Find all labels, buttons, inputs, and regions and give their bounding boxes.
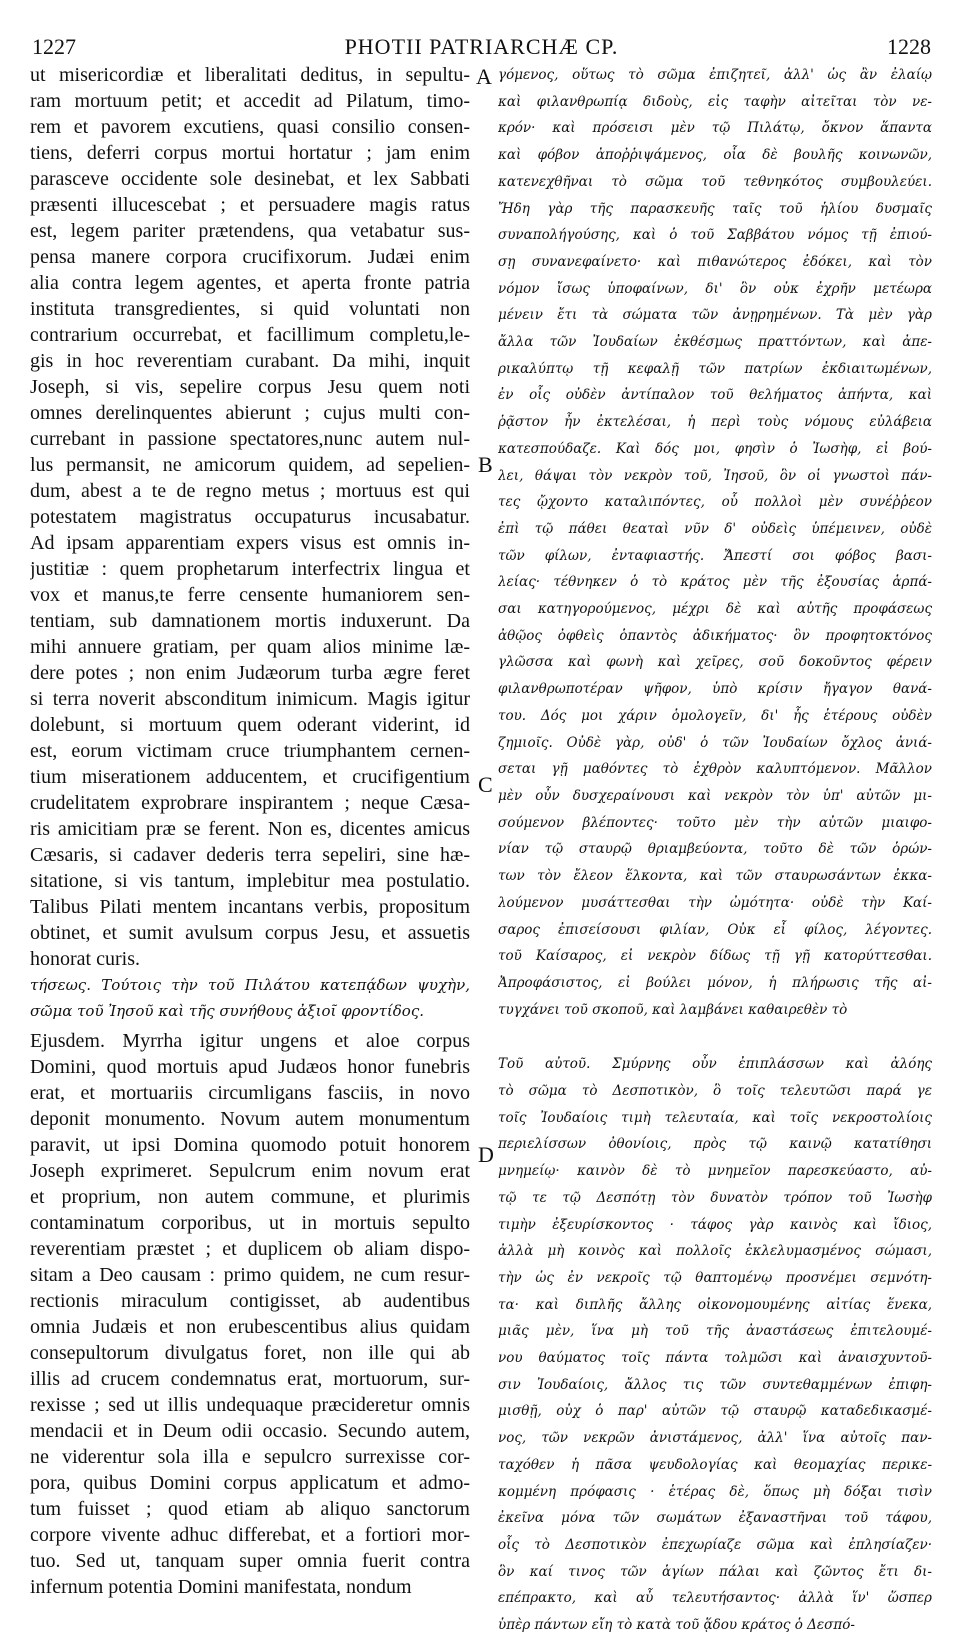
text-line: illis ad crucem condemnatus erat, mortuorum, sur- bbox=[30, 1368, 470, 1390]
text-line: ris amicitiam præ se ferent. Non es, dicentes amicus bbox=[30, 818, 470, 840]
text-line: κομμένη πρόφασις · ἑτέρας δὲ, ὅπως μὴ δόξαι τισὶν bbox=[498, 1483, 932, 1500]
text-line: contaminatum corporibus, ut in mortuis sepulto bbox=[30, 1212, 470, 1234]
text-line: mendacii et in Deum odii occasio. Secundo autem, bbox=[30, 1420, 470, 1442]
text-line: νου θαύματος τοῖς πάντα τολμῶσι καὶ ἀναισχυντοῦ- bbox=[498, 1350, 932, 1367]
text-line: νος, τῶν νεκρῶν ἀνιστάμενος, ἀλλ' ἵνα αὐτοῖς παν- bbox=[498, 1430, 932, 1447]
text-line: dum, abest a te de regno metus ; mortuus est qui bbox=[30, 480, 470, 502]
text-line: Ἤδη γὰρ τῆς παρασκευῆς ταῖς τοῦ ἡλίου δυσμαῖς bbox=[498, 200, 932, 217]
text-line: φιλανθρωποτέραν ψῆφον, ὑπὸ κρίσιν ἤγαγον θανά- bbox=[498, 681, 932, 698]
text-line: honorat curis. bbox=[30, 948, 140, 970]
text-line: rem et pavorem excutiens, quasi consilio consen- bbox=[30, 116, 470, 138]
text-line: Cæsaris, si cadaver dederis terra sepeliri, sine hæ- bbox=[30, 844, 470, 866]
text-line: ἀλλὰ μὴ κοινὸς καὶ πολλοῖς ἐκλελυμασμένος σώμασι, bbox=[498, 1243, 932, 1260]
text-line: ἐν οἷς οὐδὲν ἀντίπαλον τοῦ θελήματος ἀπήντα, καὶ bbox=[498, 387, 932, 404]
text-line: omnia Judæis et non erubescentibus alius quidam bbox=[30, 1316, 470, 1338]
text-line: rectionis miraculum contigisset, ab audentibus bbox=[30, 1290, 470, 1312]
text-line: ταχόθεν ἡ πᾶσα ψευδολογίας καὶ θεομαχίας περικε- bbox=[498, 1456, 932, 1473]
text-line: est, legem pariter prætendens, qua vetabatur sus- bbox=[30, 220, 470, 242]
text-line: Ad ipsam apparentiam expers visus est omnis in- bbox=[30, 532, 470, 554]
text-line: tum fuisset ; quod etiam ab aliquo sanctorum bbox=[30, 1498, 470, 1520]
text-line: lus permansit, ne amicorum quidem, ad sepelien- bbox=[30, 454, 470, 476]
text-line: λούμενον μυσάττεσθαι τὴν ὠμότητα· οὐδὲ τὴν Καί- bbox=[498, 894, 932, 911]
text-line: καὶ φιλανθρωπίᾳ διδοὺς, εἰς ταφὴν αἰτεῖται τὸν νε- bbox=[498, 93, 932, 110]
text-line: alia contra legem agentes, et aperta fronte patria bbox=[30, 272, 470, 294]
text-line: et proprium, non autem commune, et plurimis bbox=[30, 1186, 470, 1208]
text-line: σαι κατηγορούμενος, μέχρι δὲ καὶ αὐτῆς προφάσεως bbox=[498, 601, 932, 618]
text-line: λει, θάψαι τὸν νεκρὸν τοῦ, Ἰησοῦ, ὃν οἱ γνωστοὶ πάν- bbox=[498, 467, 932, 484]
text-line: justitiæ : quem prophetarum interfectrix lingua et bbox=[30, 558, 470, 580]
text-line: ram mortuum petit; et accedit ad Pilatum, timo- bbox=[30, 90, 470, 112]
text-line: deponit monumento. Novum autem monumentum bbox=[30, 1108, 470, 1130]
text-line: κατεσπούδαζε. Καὶ δός μοι, φησὶν ὁ Ἰωσὴφ, εἰ βού- bbox=[498, 440, 932, 457]
text-line: ὑπὲρ πάντων εἴη τὸ κατὰ τοῦ ᾅδου κράτος ὁ Δεσπό- bbox=[498, 1617, 855, 1634]
margin-marker-b: B bbox=[478, 452, 493, 477]
text-line: parasceve occidente sole desinebat, et lex Sabbati bbox=[30, 168, 470, 190]
text-line: erat, et mortuariis circumligans fasciis, in novo bbox=[30, 1082, 470, 1104]
text-line: potestatem magistratus occupaturus incusabatur. bbox=[30, 506, 470, 528]
text-line: Talibus Pilati mentem incantans verbis, propositum bbox=[30, 896, 470, 918]
text-line: contrarium occurrebat, et facillimum completu,le- bbox=[30, 324, 470, 346]
text-line: τοῦ Καίσαρος, εἰ νεκρὸν δίδως τῇ γῇ κατορύττεσθαι. bbox=[498, 948, 932, 965]
text-line: καὶ φόβον ἀποῤῥιψάμενος, οἷα δὲ βουλῆς κοινωνῶν, bbox=[498, 147, 932, 164]
text-line: συναπολήγούσης, καὶ ὁ τοῦ Σαββάτου νόμος τῇ ἐπιού- bbox=[498, 227, 932, 244]
margin-marker-c: C bbox=[478, 772, 493, 797]
text-line: infernum potentia Domini manifestata, nondum bbox=[30, 1576, 412, 1598]
page-header bbox=[32, 8, 931, 59]
text-line: οἷς τὸ Δεσποτικὸν ἐπεχωρίαζε σῶμα καὶ ἐπλησίαζεν· bbox=[498, 1536, 932, 1553]
text-line: instituta transgredientes, si quid voluntati non bbox=[30, 298, 470, 320]
text-line: Joseph exprimeret. Sepulcrum enim novum erat bbox=[30, 1160, 470, 1182]
text-line: ut misericordiæ et liberalitati deditus, in sepultu- bbox=[30, 64, 470, 86]
text-line: ne viderentur sola illa e sepulcro surrexisse cor- bbox=[30, 1446, 470, 1468]
text-line: obtinet, et sumit avulsum corpus Jesu, et assuetis bbox=[30, 922, 470, 944]
text-line: περιελίσσων ὀθονίοις, πρὸς τῷ καινῷ κατατίθησι bbox=[498, 1136, 932, 1153]
text-line: Domini, quod mortuis apud Judæos honor funebris bbox=[30, 1056, 470, 1078]
text-line: ἐπὶ τῷ πάθει θεαταὶ νῦν δ' οὐδεὶς ὑπέμεινεν, οὐδὲ bbox=[498, 520, 932, 537]
text-line: γόμενος, οὕτως τὸ σῶμα ἐπιζητεῖ, ἀλλ' ὡς ἂν ἐλαίῳ bbox=[498, 67, 932, 83]
text-line: του. Δός μοι χάριν ὁμολογεῖν, δι' ἧς ἑτέρους οὐδὲν bbox=[498, 707, 932, 724]
text-line: σῃ συνανεφαίνετο· καὶ πιθανώτερος ἐδόκει, καὶ τὸν bbox=[498, 253, 932, 270]
text-line: pensa manere corpora crucifixorum. Judæi enim bbox=[30, 246, 470, 268]
text-line: reverentiam præstet ; et duplicem ob aliam dispo- bbox=[30, 1238, 470, 1260]
text-line: ῥᾷστον ἦν ἐκτελέσαι, ἡ περὶ τοὺς νόμους εὐλάβεια bbox=[498, 414, 932, 431]
text-line: corpore vivente adhuc differebat, et a fortiori mor- bbox=[30, 1524, 470, 1546]
text-line: τὸ σῶμα τὸ Δεσποτικὸν, ὃ τοῖς τελευτῶσι παρά γε bbox=[498, 1083, 932, 1100]
text-line: est, eorum victimam cruce triumphantem cernen- bbox=[30, 740, 470, 762]
text-line: Joseph, si vis, sepelire corpus Jesu quem noti bbox=[30, 376, 470, 398]
text-line: σιν Ἰουδαίοις, ἄλλος τις τῶν συντεθαμμένων ἐπιφη- bbox=[498, 1376, 932, 1393]
text-line: τιμὴν ἐξευρίσκοντος · τάφος γὰρ καινὸς καὶ ἴδιος, bbox=[498, 1216, 932, 1233]
text-line: tuo. Sed ut, tanquam super omnia fuerit contra bbox=[30, 1550, 470, 1572]
text-line: mihi annuere gratiam, per quam alios minime læ- bbox=[30, 636, 470, 658]
text-line: omnes derelinquentes abierunt ; cujus multi con- bbox=[30, 402, 470, 424]
section-gap bbox=[498, 1023, 932, 1051]
text-line: tentiam, sub damnationem mortis induxerunt. Da bbox=[30, 610, 470, 632]
text-line: ἀθῷος ὀφθεὶς ὁπαντὸς ἀδικήματος· ὃν προφητοκτόνος bbox=[498, 627, 932, 644]
text-line: των τὸν ἔλεον ἕλκοντα, καὶ τῶν σταυρωσάντων ἐκκα- bbox=[498, 868, 932, 885]
text-line: dolebunt, si mortuum quem oderant viderint, id bbox=[30, 714, 470, 736]
text-line: μνημείῳ· καινὸν δὲ τὸ μνημεῖον παρεσκεύαστο, αὐ- bbox=[498, 1163, 932, 1180]
text-line: si terra noverit absconditum inimicum. Magis igitur bbox=[30, 688, 470, 710]
text-line: tium miserationem adducentem, et crucifigentium bbox=[30, 766, 470, 788]
text-line: vox et manus,te ferre censente humaniorem sen- bbox=[30, 584, 470, 606]
text-line: επέπρακτο, καὶ αὖ τελευτήσαντος· ἀλλὰ ἵν' ὥσπερ bbox=[498, 1590, 932, 1607]
text-line: currebant in passione spectatores,nunc autem nul- bbox=[30, 428, 470, 450]
text-line: ρικαλύπτῳ τῇ κεφαλῇ τῶν πατρίων ἐκδιαιτωμένων, bbox=[498, 360, 932, 377]
text-line: λείας· τέθνηκεν ὁ τὸ κράτος μὲν τῆς ἐξουσίας ἁρπά- bbox=[498, 574, 932, 591]
text-line: sitam a Deo causam : primo quidem, ne cum resur- bbox=[30, 1264, 470, 1286]
margin-marker-a: A bbox=[476, 64, 492, 89]
text-line: Ejusdem. Myrrha igitur ungens et aloe corpus bbox=[30, 1030, 470, 1052]
running-title: PHOTII PATRIARCHÆ CP. bbox=[344, 34, 619, 59]
margin-marker-d: D bbox=[478, 1142, 494, 1167]
text-line: μισθῇ, οὐχ ὁ παρ' αὐτῶν τῷ σταυρῷ καταδεδικασμέ- bbox=[498, 1403, 932, 1420]
text-line: ἐκεῖνα μόνα τῶν σωμάτων ἐξαναστῆναι τοῦ τάφου, bbox=[498, 1510, 932, 1527]
text-line: tiens, deferri corpus mortui hortatur ; jam enim bbox=[30, 142, 470, 164]
text-line: Τοῦ αὐτοῦ. Σμύρνης οὖν ἐπιπλάσσων καὶ ἀλόης bbox=[498, 1056, 932, 1073]
text-line: σούμενον βλέποντες· τοῦτο μὲν τὴν αὐτῶν μιαιφο- bbox=[498, 814, 932, 831]
text-line: gis in hoc reverentiam curabant. Da mihi, inquit bbox=[30, 350, 470, 372]
text-line: τυγχάνει τοῦ σκοποῦ, καὶ λαμβάνει καθαιρεθὲν τὸ bbox=[498, 1001, 848, 1018]
page-number-left: 1227 bbox=[32, 34, 76, 59]
text-line: νίαν τῷ σταυρῷ θριαμβεύοντα, τοῦτο δὲ τῶν ὁρών- bbox=[498, 841, 932, 858]
text-line: rexisse ; sed ut illis undequaque præcideretur omnis bbox=[30, 1394, 470, 1416]
page-number-right: 1228 bbox=[887, 34, 931, 59]
text-line: σεται γῇ μαθόντες τὸ ἐχθρὸν καλυπτόμενον. Μᾶλλον bbox=[498, 761, 932, 778]
text-line: κατενεχθῆναι τὸ σῶμα τοῦ τεθνηκότος συμβουλεύει. bbox=[498, 173, 932, 190]
text-line: τῷ τε τῷ Δεσπότῃ τὸν δυνατὸν τρόπον τοῦ Ἰωσὴφ bbox=[498, 1189, 932, 1206]
text-line: crudelitatem exprobrare inspirantem ; neque Cæsa- bbox=[30, 792, 470, 814]
text-line: σαρος ἐπισείσουσι φιλίαν, Οὐκ εἶ φίλος, λέγοντες. bbox=[498, 921, 932, 938]
text-line: consepultorum divulgatus foret, non ille qui ab bbox=[30, 1342, 470, 1364]
text-line: τὴν ὡς ἐν νεκροῖς τῷ θαπτομένῳ προσνέμει σεμνότη- bbox=[498, 1269, 932, 1286]
text-line: pora, quibus Domini corpus applicatum et admo- bbox=[30, 1472, 470, 1494]
latin-column bbox=[30, 62, 470, 1600]
text-line: τήσεως. Τούτοις τὴν τοῦ Πιλάτου κατεπᾴδων ψυχὴν, bbox=[30, 976, 470, 994]
text-line: μὲν οὖν δυσχεραίνουσι καὶ νεκρὸν τὸν ὑπ' αὐτῶν μι- bbox=[498, 787, 932, 804]
greek-column bbox=[498, 62, 932, 1639]
text-line: μένειν ἔτι τὰ σώματα τῶν ἀνῃρημένων. Τὰ μὲν γὰρ bbox=[498, 307, 932, 324]
text-line: σῶμα τοῦ Ἰησοῦ καὶ τῆς συνήθους ἀξιοῖ φροντίδος. bbox=[30, 1002, 425, 1020]
text-line: ἄλλα τῶν Ἰουδαίων ἐκθέσμως πραττόντων, καὶ ἀπε- bbox=[498, 334, 932, 351]
text-line: præsenti illucescebat ; et persuadere magis ratus bbox=[30, 194, 470, 216]
text-line: νόμον ἴσως ὑποφαίνων, δι' ὃν οὐκ ἐχρῆν μετέωρα bbox=[498, 280, 932, 297]
text-line: τα· καὶ διπλῆς ἄλλης οἰκονομουμένης αἰτίας ἕνεκα, bbox=[498, 1296, 932, 1313]
text-line: sitatione, si vis tantum, implebitur mea postulatio. bbox=[30, 870, 470, 892]
text-line: paravit, ut ipsi Domina quomodo potuit honorem bbox=[30, 1134, 470, 1156]
text-line: κρόν· καὶ πρόσεισι μὲν τῷ Πιλάτῳ, ὄκνον ἅπαντα bbox=[498, 120, 932, 137]
text-line: τῶν φίλων, ἐνταφιαστής. Ἄπεστί σοι φόβος βασι- bbox=[498, 547, 932, 564]
text-line: τες ᾤχοντο καταλιπόντες, οὗ πολλοὶ μὲν συνέῤῥεον bbox=[498, 494, 932, 511]
text-line: Ἀπροφάσιστος, εἰ βούλει μόνον, ἡ πλήρωσις τῆς αἰ- bbox=[498, 974, 932, 991]
text-line: ὃν καί τινος τῶν ἁγίων πάλαι καὶ ζῶντος ἔτι δι- bbox=[498, 1563, 932, 1580]
text-line: dere potes ; non enim Judæorum turba ægre feret bbox=[30, 662, 470, 684]
text-line: ζημιοῖς. Οὐδὲ γὰρ, οὐδ' ὁ τῶν Ἰουδαίων ὄχλος ἀνιά- bbox=[498, 734, 932, 751]
text-line: γλῶσσα καὶ φωνὴ καὶ χεῖρες, σοῦ δοκοῦντος φέρειν bbox=[498, 654, 932, 671]
text-line: μιᾶς μὲν, ἵνα μὴ τοῦ τῆς ἀναστάσεως ἐπιτελουμέ- bbox=[498, 1323, 932, 1340]
text-line: τοῖς Ἰουδαίοις τιμὴ τελευταία, καὶ τοῖς νεκροστολίοις bbox=[498, 1109, 932, 1126]
